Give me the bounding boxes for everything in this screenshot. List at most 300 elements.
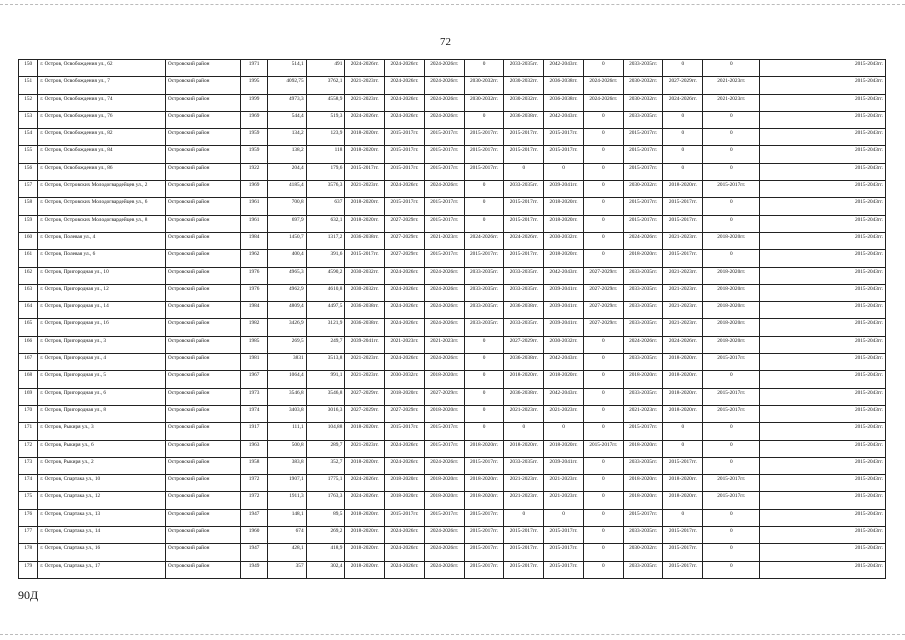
work-period-4-cell: 2024-2026гг. xyxy=(464,232,504,249)
work-period-8-cell: 2015-2017гг. xyxy=(623,423,663,440)
program-period-cell: 2015-2043гг. xyxy=(760,284,886,301)
row-number-cell: 163 xyxy=(19,284,38,301)
work-period-8-cell: 2015-2017гг. xyxy=(623,215,663,232)
work-period-7-cell: 0 xyxy=(583,475,623,492)
work-period-6-cell: 2021-2023гг. xyxy=(544,405,584,422)
work-period-10-cell: 0 xyxy=(703,457,760,474)
living-area-cell: 289,7 xyxy=(306,440,345,457)
work-period-7-cell: 0 xyxy=(583,544,623,561)
program-period-cell: 2015-2043гг. xyxy=(760,388,886,405)
work-period-3-cell: 2024-2026гг. xyxy=(424,319,464,336)
work-period-8-cell: 2033-2035гг. xyxy=(623,60,663,77)
work-period-7-cell: 0 xyxy=(583,163,623,180)
work-period-10-cell: 0 xyxy=(703,440,760,457)
total-area-cell: 204,4 xyxy=(267,163,306,180)
program-period-cell: 2015-2043гг. xyxy=(760,267,886,284)
work-period-10-cell: 2018-2020гг. xyxy=(703,302,760,319)
work-period-9-cell: 2018-2020гг. xyxy=(663,475,703,492)
table-row xyxy=(19,336,886,353)
work-period-7-cell: 0 xyxy=(583,215,623,232)
work-period-3-cell: 2024-2026гг. xyxy=(424,284,464,301)
work-period-8-cell: 2033-2035гг. xyxy=(623,319,663,336)
work-period-3-cell: 2015-2017гг. xyxy=(424,215,464,232)
living-area-cell: 4497,5 xyxy=(306,302,345,319)
program-period-cell: 2015-2043гг. xyxy=(760,405,886,422)
total-area-cell: 3403,8 xyxy=(267,405,306,422)
work-period-1-cell: 2027-2029гг. xyxy=(345,405,385,422)
year-built-cell: 1969 xyxy=(241,111,268,128)
year-built-cell: 1959 xyxy=(241,146,268,163)
work-period-5-cell: 2015-2017гг. xyxy=(504,561,544,578)
work-period-8-cell: 2024-2026гг. xyxy=(623,336,663,353)
program-period-cell: 2015-2043гг. xyxy=(760,319,886,336)
top-scan-edge xyxy=(0,4,905,5)
table-row xyxy=(19,509,886,526)
address-cell: г. Остров, Пригородная ул., 8 xyxy=(38,405,166,422)
work-period-5-cell: 2015-2017гг. xyxy=(504,544,544,561)
work-period-5-cell: 2033-2035гг. xyxy=(504,319,544,336)
work-period-5-cell: 2021-2023гг. xyxy=(504,492,544,509)
address-cell: г. Остров, Освобождения ул., 82 xyxy=(38,129,166,146)
address-cell: г. Остров, Рыкиря ул., 2 xyxy=(38,457,166,474)
program-period-cell: 2015-2043гг. xyxy=(760,146,886,163)
address-cell: г. Остров, Островских Молодогвардейцев ул., 2 xyxy=(38,181,166,198)
district-cell: Островский район xyxy=(165,354,240,371)
work-period-6-cell: 2018-2020гг. xyxy=(544,250,584,267)
table-row xyxy=(19,60,886,77)
living-area-cell: 89,5 xyxy=(306,509,345,526)
work-period-8-cell: 2033-2035гг. xyxy=(623,267,663,284)
work-period-10-cell: 0 xyxy=(703,129,760,146)
total-area-cell: 544,4 xyxy=(267,111,306,128)
work-period-2-cell: 2024-2026гг. xyxy=(385,440,425,457)
work-period-5-cell: 2030-2032гг. xyxy=(504,94,544,111)
work-period-7-cell: 2027-2029гг. xyxy=(583,267,623,284)
work-period-3-cell: 2024-2026гг. xyxy=(424,302,464,319)
work-period-4-cell: 0 xyxy=(464,181,504,198)
work-period-8-cell: 2033-2035гг. xyxy=(623,111,663,128)
row-number-cell: 169 xyxy=(19,388,38,405)
year-built-cell: 1981 xyxy=(241,354,268,371)
work-period-9-cell: 2015-2017гг. xyxy=(663,544,703,561)
work-period-7-cell: 2024-2026гг. xyxy=(583,77,623,94)
table-row xyxy=(19,267,886,284)
address-cell: г. Остров, Спартака ул., 13 xyxy=(38,509,166,526)
work-period-2-cell: 2015-2017гг. xyxy=(385,146,425,163)
work-period-2-cell: 2015-2017гг. xyxy=(385,129,425,146)
year-built-cell: 1959 xyxy=(241,129,268,146)
table-row xyxy=(19,94,886,111)
work-period-4-cell: 2018-2020гг. xyxy=(464,440,504,457)
work-period-9-cell: 2015-2017гг. xyxy=(663,527,703,544)
work-period-10-cell: 0 xyxy=(703,423,760,440)
work-period-1-cell: 2036-2038гг. xyxy=(345,232,385,249)
district-cell: Островский район xyxy=(165,544,240,561)
work-period-1-cell: 2021-2023гг. xyxy=(345,354,385,371)
work-period-10-cell: 2018-2020гг. xyxy=(703,284,760,301)
address-cell: г. Остров, Рыкиря ул., 3 xyxy=(38,423,166,440)
work-period-8-cell: 2015-2017гг. xyxy=(623,129,663,146)
program-period-cell: 2015-2043гг. xyxy=(760,440,886,457)
work-period-8-cell: 2015-2017гг. xyxy=(623,163,663,180)
work-period-4-cell: 2015-2017гг. xyxy=(464,509,504,526)
work-period-2-cell: 2024-2026гг. xyxy=(385,77,425,94)
table-row xyxy=(19,423,886,440)
work-period-9-cell: 0 xyxy=(663,111,703,128)
work-period-6-cell: 2021-2023гг. xyxy=(544,475,584,492)
row-number-cell: 156 xyxy=(19,163,38,180)
row-number-cell: 174 xyxy=(19,475,38,492)
work-period-3-cell: 2021-2023гг. xyxy=(424,336,464,353)
work-period-10-cell: 0 xyxy=(703,371,760,388)
work-period-1-cell: 2018-2020гг. xyxy=(345,423,385,440)
row-number-cell: 160 xyxy=(19,232,38,249)
work-period-1-cell: 2018-2020гг. xyxy=(345,509,385,526)
work-period-5-cell: 2018-2020гг. xyxy=(504,440,544,457)
total-area-cell: 697,9 xyxy=(267,215,306,232)
work-period-2-cell: 2024-2026гг. xyxy=(385,60,425,77)
living-area-cell: 391,6 xyxy=(306,250,345,267)
year-built-cell: 1958 xyxy=(241,457,268,474)
work-period-1-cell: 2018-2020гг. xyxy=(345,527,385,544)
work-period-1-cell: 2015-2017гг. xyxy=(345,250,385,267)
work-period-8-cell: 2033-2035гг. xyxy=(623,457,663,474)
living-area-cell: 3546,8 xyxy=(306,388,345,405)
work-period-5-cell: 2024-2026гг. xyxy=(504,232,544,249)
work-period-5-cell: 2036-2038гг. xyxy=(504,388,544,405)
work-period-6-cell: 2036-2038гг. xyxy=(544,94,584,111)
work-period-8-cell: 2024-2026гг. xyxy=(623,232,663,249)
district-cell: Островский район xyxy=(165,215,240,232)
work-period-10-cell: 2015-2017гг. xyxy=(703,354,760,371)
work-period-5-cell: 2033-2035гг. xyxy=(504,284,544,301)
work-period-6-cell: 2021-2023гг. xyxy=(544,492,584,509)
work-period-4-cell: 2018-2020гг. xyxy=(464,475,504,492)
living-area-cell: 1775,1 xyxy=(306,475,345,492)
work-period-9-cell: 0 xyxy=(663,440,703,457)
district-cell: Островский район xyxy=(165,527,240,544)
work-period-6-cell: 0 xyxy=(544,423,584,440)
work-period-7-cell: 0 xyxy=(583,336,623,353)
total-area-cell: 357 xyxy=(267,561,306,578)
work-period-4-cell: 2015-2017гг. xyxy=(464,129,504,146)
address-cell: г. Остров, Пригородная ул., 16 xyxy=(38,319,166,336)
work-period-10-cell: 0 xyxy=(703,250,760,267)
work-period-10-cell: 2021-2023гг. xyxy=(703,94,760,111)
table-row xyxy=(19,215,886,232)
work-period-5-cell: 0 xyxy=(504,509,544,526)
district-cell: Островский район xyxy=(165,371,240,388)
work-period-9-cell: 2024-2026гг. xyxy=(663,336,703,353)
page-number: 72 xyxy=(440,36,451,48)
district-cell: Островский район xyxy=(165,181,240,198)
total-area-cell: 4092,75 xyxy=(267,77,306,94)
address-cell: г. Остров, Пригородная ул., 4 xyxy=(38,354,166,371)
address-cell: г. Остров, Освобождения ул., 62 xyxy=(38,60,166,77)
work-period-9-cell: 2024-2026гг. xyxy=(663,94,703,111)
district-cell: Островский район xyxy=(165,440,240,457)
year-built-cell: 1985 xyxy=(241,336,268,353)
year-built-cell: 1962 xyxy=(241,250,268,267)
work-period-10-cell: 0 xyxy=(703,215,760,232)
work-period-3-cell: 2024-2026гг. xyxy=(424,77,464,94)
work-period-1-cell: 2021-2023гг. xyxy=(345,440,385,457)
work-period-8-cell: 2018-2020гг. xyxy=(623,475,663,492)
work-period-7-cell: 0 xyxy=(583,60,623,77)
row-number-cell: 165 xyxy=(19,319,38,336)
work-period-5-cell: 2033-2035гг. xyxy=(504,457,544,474)
district-cell: Островский район xyxy=(165,267,240,284)
address-cell: г. Остров, Пригородная ул., 10 xyxy=(38,267,166,284)
year-built-cell: 1963 xyxy=(241,440,268,457)
row-number-cell: 171 xyxy=(19,423,38,440)
district-cell: Островский район xyxy=(165,94,240,111)
row-number-cell: 176 xyxy=(19,509,38,526)
work-period-6-cell: 2018-2020гг. xyxy=(544,371,584,388)
work-period-9-cell: 2018-2020гг. xyxy=(663,181,703,198)
address-cell: г. Остров, Рыкиря ул., 6 xyxy=(38,440,166,457)
district-cell: Островский район xyxy=(165,129,240,146)
work-period-6-cell: 0 xyxy=(544,163,584,180)
work-period-3-cell: 2015-2017гг. xyxy=(424,163,464,180)
row-number-cell: 177 xyxy=(19,527,38,544)
living-area-cell: 632,1 xyxy=(306,215,345,232)
work-period-4-cell: 2015-2017гг. xyxy=(464,250,504,267)
work-period-3-cell: 2024-2026гг. xyxy=(424,544,464,561)
work-period-6-cell: 2039-2041гг. xyxy=(544,319,584,336)
work-period-7-cell: 0 xyxy=(583,405,623,422)
work-period-5-cell: 2015-2017гг. xyxy=(504,129,544,146)
work-period-4-cell: 0 xyxy=(464,198,504,215)
work-period-2-cell: 2027-2029гг. xyxy=(385,250,425,267)
work-period-4-cell: 0 xyxy=(464,354,504,371)
work-period-3-cell: 2024-2026гг. xyxy=(424,94,464,111)
living-area-cell: 3762,1 xyxy=(306,77,345,94)
program-period-cell: 2015-2043гг. xyxy=(760,111,886,128)
work-period-4-cell: 0 xyxy=(464,215,504,232)
work-period-5-cell: 2033-2035гг. xyxy=(504,181,544,198)
work-period-3-cell: 2024-2026гг. xyxy=(424,60,464,77)
program-period-cell: 2015-2043гг. xyxy=(760,544,886,561)
work-period-9-cell: 2018-2020гг. xyxy=(663,354,703,371)
total-area-cell: 428,1 xyxy=(267,544,306,561)
row-number-cell: 173 xyxy=(19,457,38,474)
work-period-2-cell: 2018-2020гг. xyxy=(385,492,425,509)
table-row xyxy=(19,232,886,249)
work-period-2-cell: 2027-2029гг. xyxy=(385,232,425,249)
row-number-cell: 157 xyxy=(19,181,38,198)
work-period-10-cell: 2018-2020гг. xyxy=(703,267,760,284)
row-number-cell: 153 xyxy=(19,111,38,128)
work-period-8-cell: 2033-2035гг. xyxy=(623,302,663,319)
work-period-4-cell: 2015-2017гг. xyxy=(464,457,504,474)
work-period-10-cell: 0 xyxy=(703,163,760,180)
work-period-8-cell: 2030-2032гг. xyxy=(623,94,663,111)
work-period-8-cell: 2030-2032гг. xyxy=(623,544,663,561)
work-period-5-cell: 2021-2023гг. xyxy=(504,405,544,422)
row-number-cell: 162 xyxy=(19,267,38,284)
year-built-cell: 1947 xyxy=(241,544,268,561)
work-period-10-cell: 2021-2023гг. xyxy=(703,77,760,94)
work-period-3-cell: 2018-2020гг. xyxy=(424,405,464,422)
work-period-1-cell: 2021-2023гг. xyxy=(345,181,385,198)
total-area-cell: 3426,9 xyxy=(267,319,306,336)
work-period-1-cell: 2036-2038гг. xyxy=(345,302,385,319)
work-period-8-cell: 2015-2017гг. xyxy=(623,509,663,526)
work-period-2-cell: 2024-2026гг. xyxy=(385,457,425,474)
district-cell: Островский район xyxy=(165,302,240,319)
work-period-4-cell: 0 xyxy=(464,371,504,388)
district-cell: Островский район xyxy=(165,405,240,422)
address-cell: г. Остров, Пригородная ул., 14 xyxy=(38,302,166,319)
total-area-cell: 1907,1 xyxy=(267,475,306,492)
year-built-cell: 1922 xyxy=(241,163,268,180)
work-period-10-cell: 0 xyxy=(703,527,760,544)
work-period-1-cell: 2036-2038гг. xyxy=(345,319,385,336)
row-number-cell: 167 xyxy=(19,354,38,371)
work-period-8-cell: 2033-2035гг. xyxy=(623,354,663,371)
work-period-2-cell: 2024-2026гг. xyxy=(385,284,425,301)
total-area-cell: 514,1 xyxy=(267,60,306,77)
table-row xyxy=(19,198,886,215)
table-row xyxy=(19,405,886,422)
work-period-3-cell: 2015-2017гг. xyxy=(424,146,464,163)
work-period-9-cell: 2021-2023гг. xyxy=(663,232,703,249)
address-cell: г. Остров, Спартака ул., 17 xyxy=(38,561,166,578)
work-period-5-cell: 2015-2017гг. xyxy=(504,215,544,232)
work-period-2-cell: 2024-2026гг. xyxy=(385,354,425,371)
living-area-cell: 352,7 xyxy=(306,457,345,474)
work-period-3-cell: 2018-2020гг. xyxy=(424,492,464,509)
work-period-10-cell: 2015-2017гг. xyxy=(703,492,760,509)
total-area-cell: 400,4 xyxy=(267,250,306,267)
total-area-cell: 138,2 xyxy=(267,146,306,163)
district-cell: Островский район xyxy=(165,319,240,336)
work-period-9-cell: 2021-2023гг. xyxy=(663,319,703,336)
work-period-2-cell: 2024-2026гг. xyxy=(385,94,425,111)
total-area-cell: 1450,7 xyxy=(267,232,306,249)
work-period-9-cell: 2015-2017гг. xyxy=(663,198,703,215)
work-period-3-cell: 2018-2020гг. xyxy=(424,475,464,492)
district-cell: Островский район xyxy=(165,423,240,440)
work-period-2-cell: 2024-2026гг. xyxy=(385,561,425,578)
work-period-4-cell: 2033-2035гг. xyxy=(464,284,504,301)
work-period-5-cell: 2030-2032гг. xyxy=(504,77,544,94)
work-period-1-cell: 2030-2032гг. xyxy=(345,267,385,284)
work-period-3-cell: 2015-2017гг. xyxy=(424,509,464,526)
work-period-6-cell: 2042-2043гг. xyxy=(544,267,584,284)
work-period-4-cell: 2015-2017гг. xyxy=(464,163,504,180)
work-period-1-cell: 2024-2026гг. xyxy=(345,60,385,77)
work-period-9-cell: 2018-2020гг. xyxy=(663,492,703,509)
work-period-6-cell: 2042-2043гг. xyxy=(544,354,584,371)
work-period-10-cell: 0 xyxy=(703,146,760,163)
work-period-4-cell: 2033-2035гг. xyxy=(464,319,504,336)
work-period-10-cell: 2018-2020гг. xyxy=(703,232,760,249)
work-period-9-cell: 2018-2020гг. xyxy=(663,405,703,422)
living-area-cell: 418,9 xyxy=(306,544,345,561)
district-cell: Островский район xyxy=(165,60,240,77)
row-number-cell: 166 xyxy=(19,336,38,353)
work-period-2-cell: 2018-2020гг. xyxy=(385,388,425,405)
row-number-cell: 170 xyxy=(19,405,38,422)
work-period-6-cell: 2015-2017гг. xyxy=(544,561,584,578)
work-period-2-cell: 2015-2017гг. xyxy=(385,198,425,215)
work-period-6-cell: 0 xyxy=(544,509,584,526)
work-period-3-cell: 2024-2026гг. xyxy=(424,527,464,544)
work-period-3-cell: 2024-2026гг. xyxy=(424,267,464,284)
table-row xyxy=(19,475,886,492)
table-row xyxy=(19,492,886,509)
row-number-cell: 151 xyxy=(19,77,38,94)
work-period-8-cell: 2033-2035гг. xyxy=(623,527,663,544)
work-period-5-cell: 2015-2017гг. xyxy=(504,250,544,267)
work-period-9-cell: 2015-2017гг. xyxy=(663,215,703,232)
year-built-cell: 1949 xyxy=(241,561,268,578)
district-cell: Островский район xyxy=(165,111,240,128)
work-period-4-cell: 2015-2017гг. xyxy=(464,527,504,544)
work-period-1-cell: 2021-2023гг. xyxy=(345,77,385,94)
address-cell: г. Остров, Пригородная ул., 6 xyxy=(38,388,166,405)
work-period-4-cell: 2030-2032гг. xyxy=(464,94,504,111)
year-built-cell: 1976 xyxy=(241,284,268,301)
work-period-3-cell: 2024-2026гг. xyxy=(424,111,464,128)
work-period-1-cell: 2039-2041гг. xyxy=(345,336,385,353)
row-number-cell: 150 xyxy=(19,60,38,77)
work-period-1-cell: 2024-2026гг. xyxy=(345,492,385,509)
address-cell: г. Остров, Пригородная ул., 12 xyxy=(38,284,166,301)
work-period-5-cell: 2018-2020гг. xyxy=(504,371,544,388)
table-row xyxy=(19,561,886,578)
table-row xyxy=(19,388,886,405)
program-period-cell: 2015-2043гг. xyxy=(760,181,886,198)
table-row xyxy=(19,371,886,388)
work-period-9-cell: 0 xyxy=(663,129,703,146)
work-period-8-cell: 2018-2020гг. xyxy=(623,371,663,388)
work-period-4-cell: 0 xyxy=(464,405,504,422)
work-period-2-cell: 2024-2026гг. xyxy=(385,181,425,198)
work-period-7-cell: 0 xyxy=(583,561,623,578)
work-period-6-cell: 2039-2041гг. xyxy=(544,181,584,198)
work-period-6-cell: 2018-2020гг. xyxy=(544,198,584,215)
table-row xyxy=(19,527,886,544)
work-period-5-cell: 2036-2038гг. xyxy=(504,302,544,319)
work-period-7-cell: 0 xyxy=(583,232,623,249)
living-area-cell: 179,6 xyxy=(306,163,345,180)
year-built-cell: 1971 xyxy=(241,60,268,77)
work-period-10-cell: 2015-2017гг. xyxy=(703,181,760,198)
living-area-cell: 4590,2 xyxy=(306,267,345,284)
work-period-4-cell: 2018-2020гг. xyxy=(464,492,504,509)
address-cell: г. Остров, Пригородная ул., 5 xyxy=(38,371,166,388)
program-period-cell: 2015-2043гг. xyxy=(760,215,886,232)
work-period-4-cell: 0 xyxy=(464,423,504,440)
work-period-8-cell: 2018-2020гг. xyxy=(623,492,663,509)
total-area-cell: 1911,3 xyxy=(267,492,306,509)
work-period-9-cell: 2015-2017гг. xyxy=(663,561,703,578)
program-period-cell: 2015-2043гг. xyxy=(760,475,886,492)
living-area-cell: 3513,8 xyxy=(306,354,345,371)
work-period-7-cell: 0 xyxy=(583,146,623,163)
year-built-cell: 1984 xyxy=(241,232,268,249)
work-period-3-cell: 2015-2017гг. xyxy=(424,423,464,440)
work-period-8-cell: 2018-2020гг. xyxy=(623,440,663,457)
program-period-cell: 2015-2043гг. xyxy=(760,94,886,111)
work-period-6-cell: 2039-2041гг. xyxy=(544,284,584,301)
work-period-7-cell: 2015-2017гг. xyxy=(583,440,623,457)
work-period-1-cell: 2018-2020гг. xyxy=(345,544,385,561)
work-period-1-cell: 2018-2020гг. xyxy=(345,198,385,215)
